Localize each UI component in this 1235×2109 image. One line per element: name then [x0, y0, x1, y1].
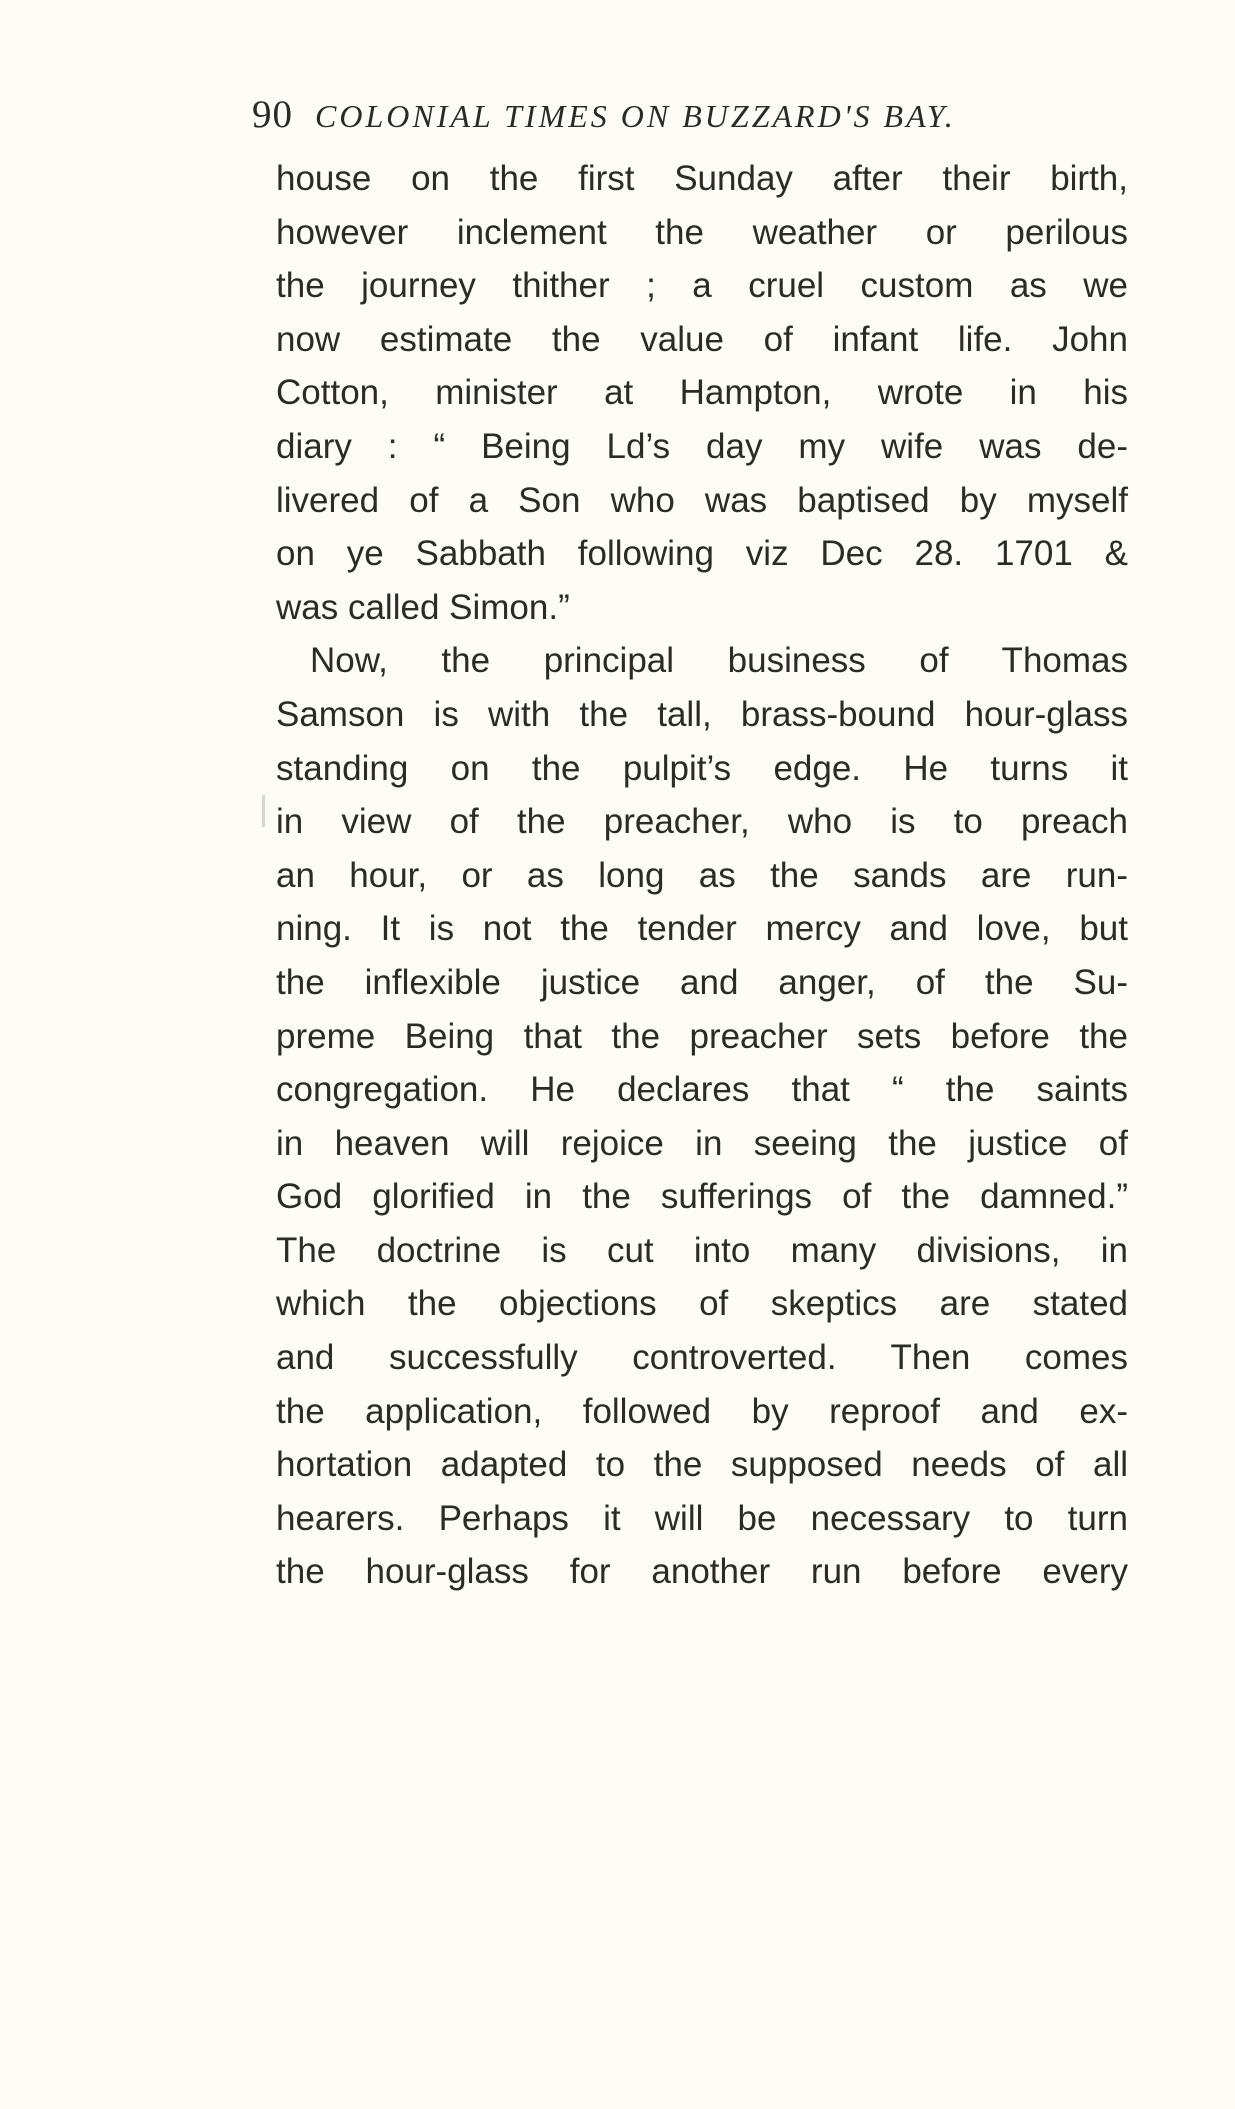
text-line: hearers. Perhaps it will be necessary to turn — [276, 1498, 1128, 1538]
running-head — [252, 92, 1132, 140]
text-line: now estimate the value of infant life. John — [276, 319, 1128, 359]
text-line: standing on the pulpit’s edge. He turns it — [276, 748, 1128, 788]
text-line: an hour, or as long as the sands are run- — [276, 855, 1128, 895]
text-line: which the objections of skeptics are stated — [276, 1284, 1128, 1324]
text-line: Samson is with the tall, brass-bound hour-glass — [276, 694, 1128, 734]
text-line: the inflexible justice and anger, of the Su- — [276, 962, 1128, 1002]
text-line: the application, followed by reproof and ex- — [276, 1391, 1128, 1431]
margin-mark — [262, 795, 265, 827]
text-line: ning. It is not the tender mercy and love, but — [276, 909, 1128, 949]
text-line: on ye Sabbath following viz Dec 28. 1701 & — [276, 534, 1128, 574]
text-line: house on the first Sunday after their birth, — [276, 159, 1128, 198]
body-text — [276, 152, 1128, 1599]
running-title: COLONIAL TIMES ON BUZZARD'S BAY. — [315, 98, 956, 134]
text-line: the journey thither ; a cruel custom as we — [276, 266, 1128, 306]
text-line: hortation adapted to the supposed needs of all — [276, 1445, 1128, 1485]
text-line: Now, the principal business of Thomas — [310, 641, 1128, 681]
text-line: congregation. He declares that “ the saints — [276, 1070, 1128, 1110]
text-line: The doctrine is cut into many divisions, in — [276, 1230, 1128, 1270]
text-line: and successfully controverted. Then comes — [276, 1338, 1128, 1378]
text-line: in view of the preacher, who is to preach — [276, 802, 1128, 842]
page-number: 90 — [252, 93, 293, 136]
text-line: Cotton, minister at Hampton, wrote in his — [276, 373, 1128, 413]
text-line: the hour-glass for another run before every — [276, 1552, 1128, 1592]
text-line: however inclement the weather or perilous — [276, 212, 1128, 252]
text-line: preme Being that the preacher sets before the — [276, 1016, 1128, 1056]
text-line: livered of a Son who was baptised by myself — [276, 480, 1128, 520]
text-line: in heaven will rejoice in seeing the justice of — [276, 1123, 1128, 1163]
text-line: diary : “ Being Ld’s day my wife was de- — [276, 426, 1128, 466]
text-line: was called Simon.” — [276, 587, 570, 627]
text-line: God glorified in the sufferings of the damned.” — [276, 1177, 1128, 1217]
